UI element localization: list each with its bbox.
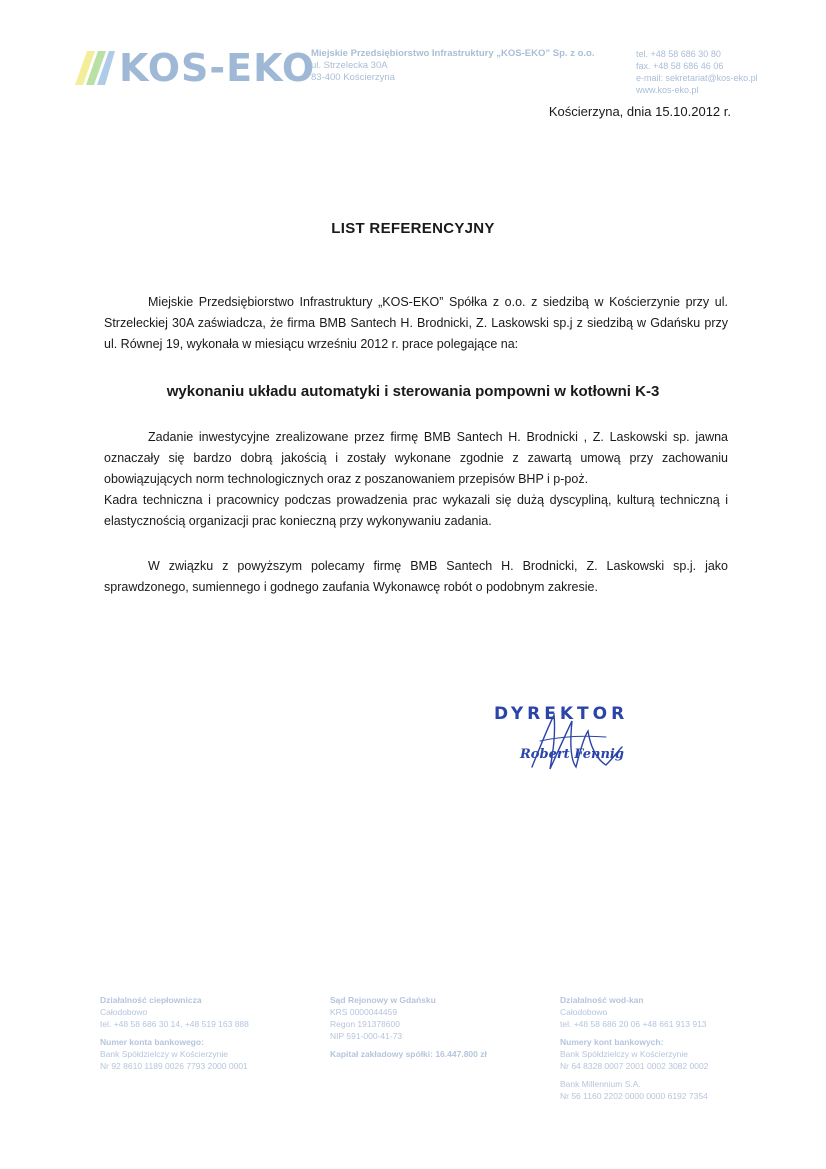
footer-line: KRS 0000044459 bbox=[330, 1007, 398, 1017]
contact-fax: fax. +48 58 686 46 06 bbox=[636, 61, 724, 71]
staff-text: Kadra techniczna i pracownicy podczas prowadzenia prac wykazali się dużą dyscypliną, kulturą techniczną i elastycznością organizacji prac konieczną przy wykonywaniu zadania. bbox=[104, 493, 728, 528]
logo-stripes-icon bbox=[75, 51, 115, 85]
footer-line: tel. +48 58 686 30 14, +48 519 163 888 bbox=[100, 1019, 249, 1029]
footer-line: Regon 191378600 bbox=[330, 1019, 400, 1029]
recommendation-text: W związku z powyższym polecamy firmę BMB Santech H. Brodnicki, Z. Laskowski sp.j. jako sprawdzonego, sumiennego i godnego zaufania Wykonawcę robót o podobnym zakresie. bbox=[104, 559, 728, 594]
footer-line: NIP 591-000-41-73 bbox=[330, 1031, 403, 1041]
footer-line: Bank Spółdzielczy w Kościerzynie bbox=[560, 1049, 689, 1059]
footer-registry bbox=[330, 994, 550, 1060]
company-name: Miejskie Przedsiębiorstwo Infrastruktury „KOS-EKO” Sp. z o.o. bbox=[311, 48, 595, 59]
work-scope-heading: wykonaniu układu automatyki i sterowania pompowni w kotłowni K-3 bbox=[166, 383, 660, 400]
contact-www: www.kos-eko.pl bbox=[636, 85, 699, 95]
assessment-paragraph bbox=[104, 427, 728, 532]
letter-date: Kościerzyna, dnia 15.10.2012 r. bbox=[548, 104, 731, 119]
handwritten-signature bbox=[510, 707, 630, 777]
company-contact bbox=[636, 48, 796, 96]
company-logo bbox=[75, 48, 315, 88]
footer-heading: Numer konta bankowego: bbox=[100, 1037, 204, 1047]
letter-title: LIST REFERENCYJNY bbox=[331, 220, 495, 237]
assessment-text: Zadanie inwestycyjne zrealizowane przez firmę BMB Santech H. Brodnicki , Z. Laskowski sp. jawna oznaczały się bardzo dobrą jakością i zostały wykonane zgodnie z zawartą umową przy zachowaniu obowiązujących norm technologicznych oraz z poszanowaniem przepisów BHP i p-poż. bbox=[104, 430, 728, 486]
footer-line: Bank Spółdzielczy w Kościerzynie bbox=[100, 1049, 229, 1059]
director-stamp bbox=[490, 702, 660, 782]
footer-line: Bank Millennium S.A. bbox=[560, 1079, 641, 1089]
footer-water bbox=[560, 994, 780, 1102]
footer-heating bbox=[100, 994, 320, 1072]
footer-heading: Działalność ciepłownicza bbox=[100, 995, 202, 1005]
footer-line: Nr 64 8328 0007 2001 0002 3082 0002 bbox=[560, 1061, 709, 1071]
footer-heading: Numery kont bankowych: bbox=[560, 1037, 664, 1047]
footer-line: tel. +48 58 686 20 06 +48 661 913 913 bbox=[560, 1019, 707, 1029]
stamp-name: Robert Fennig bbox=[520, 747, 624, 762]
footer-line: Całodobowo bbox=[560, 1007, 608, 1017]
footer-heading: Kapitał zakładowy spółki: 16.447.800 zł bbox=[330, 1049, 487, 1059]
contact-email: e-mail: sekretariat@kos-eko.pl bbox=[636, 73, 758, 83]
footer-heading: Sąd Rejonowy w Gdańsku bbox=[330, 995, 436, 1005]
footer-line: Nr 92 8610 1189 0026 7793 2000 0001 bbox=[100, 1061, 248, 1071]
contact-tel: tel. +48 58 686 30 80 bbox=[636, 49, 721, 59]
intro-paragraph bbox=[104, 292, 728, 355]
footer-line: Nr 56 1160 2202 0000 0000 6192 7354 bbox=[560, 1091, 708, 1101]
logo-text: KOS-EKO bbox=[119, 46, 316, 90]
intro-text: Miejskie Przedsiębiorstwo Infrastruktury „KOS-EKO” Spółka z o.o. z siedzibą w Kościerzynie przy ul. Strzeleckiej 30A zaświadcza, że firma BMB Santech H. Brodnicki, Z. Laskowski sp.j z siedzibą w Gdańsku przy ul. Równej 19, wykonała w miesiącu wrześniu 2012 r. prace polegające na: bbox=[104, 295, 728, 351]
company-address bbox=[311, 48, 621, 84]
footer-line: Całodobowo bbox=[100, 1007, 148, 1017]
company-city: 83-400 Kościerzyna bbox=[311, 72, 395, 83]
stamp-title: DYREKTOR bbox=[494, 704, 629, 724]
recommendation-paragraph bbox=[104, 556, 728, 598]
company-street: ul. Strzelecka 30A bbox=[311, 60, 388, 71]
footer-heading: Działalność wod-kan bbox=[560, 995, 644, 1005]
